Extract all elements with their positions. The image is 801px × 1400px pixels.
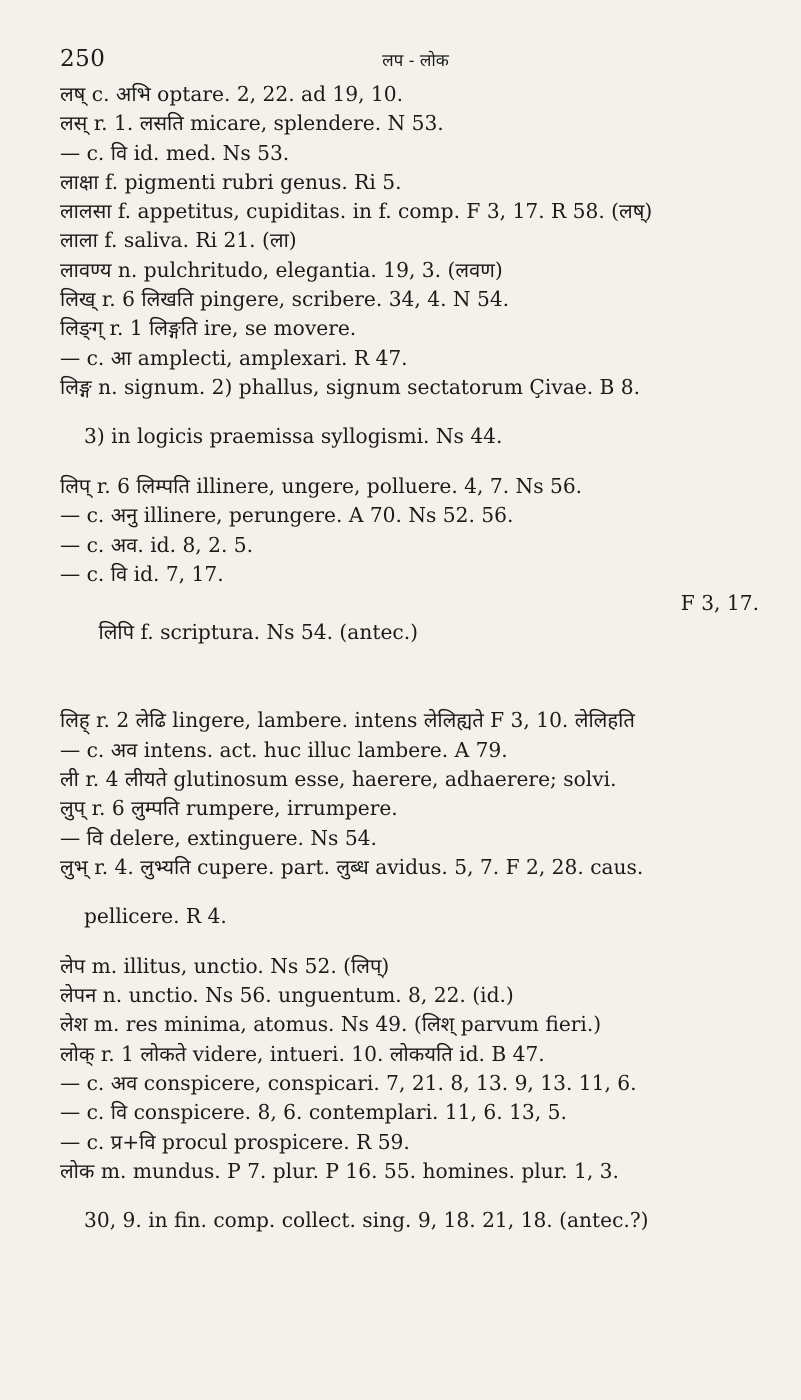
- dictionary-entry: [60, 589, 771, 706]
- dictionary-entry: लोक् r. 1 लोकते videre, intueri. 10. लोकयति id. B 47.: [60, 1041, 545, 1066]
- entry-main-text: लिपि f. scriptura. Ns 54. (antec.): [98, 620, 418, 645]
- page-header: [60, 40, 771, 80]
- dictionary-entry: लुप् r. 6 लुम्पति rumpere, irrumpere.: [60, 796, 398, 821]
- dictionary-entry-line: लिङ्ग n. signum. 2) phallus, signum sectatorum Çivae. B 8.: [60, 374, 641, 399]
- dictionary-entry: ली r. 4 लीयते glutinosum esse, haerere, adhaerere; solvi.: [60, 766, 617, 791]
- dictionary-entry: — c. अनु illinere, perungere. A 70. Ns 52. 56.: [60, 503, 514, 528]
- dictionary-entry: — c. अव intens. act. huc illuc lambere. A 79.: [60, 737, 508, 762]
- dictionary-entry: — c. अव. id. 8, 2. 5.: [60, 532, 254, 557]
- entry-list: [60, 80, 771, 1236]
- dictionary-entry: लिप् r. 6 लिम्पति illinere, ungere, polluere. 4, 7. Ns 56.: [60, 473, 583, 498]
- dictionary-entry: लाला f. saliva. Ri 21. (ला): [60, 228, 297, 253]
- dictionary-entry: लस् r. 1. लसति micare, splendere. N 53.: [60, 111, 444, 136]
- entry-right-reference: F 3, 17.: [680, 591, 759, 616]
- dictionary-entry: लाक्षा f. pigmenti rubri genus. Ri 5.: [60, 169, 402, 194]
- dictionary-entry: — वि delere, extinguere. Ns 54.: [60, 825, 377, 850]
- dictionary-entry-continuation: 3) in logicis praemissa syllogismi. Ns 44.: [84, 424, 503, 449]
- dictionary-entry-line: लोक m. mundus. P 7. plur. P 16. 55. homines. plur. 1, 3.: [60, 1158, 619, 1183]
- page-number: 250: [60, 46, 106, 72]
- dictionary-entry: — c. आ amplecti, amplexari. R 47.: [60, 345, 408, 370]
- dictionary-entry: — c. अव conspicere, conspicari. 7, 21. 8, 13. 9, 13. 11, 6.: [60, 1070, 637, 1095]
- dictionary-entry: लिङ्ग् r. 1 लिङ्गति ire, se movere.: [60, 316, 357, 341]
- dictionary-entry: लालसा f. appetitus, cupiditas. in f. comp. F 3, 17. R 58. (लष्): [60, 199, 653, 224]
- dictionary-entry: लेश m. res minima, atomus. Ns 49. (लिश् parvum fieri.): [60, 1012, 602, 1037]
- dictionary-entry: — c. प्र+वि procul prospicere. R 59.: [60, 1129, 410, 1154]
- dictionary-entry: लिख् r. 6 लिखति pingere, scribere. 34, 4. N 54.: [60, 287, 510, 312]
- running-head: लप - लोक: [382, 51, 449, 71]
- dictionary-entry-continuation: pellicere. R 4.: [84, 904, 227, 929]
- dictionary-entry: लिह् r. 2 लेढि lingere, lambere. intens लेलिह्यते F 3, 10. लेलिहति: [60, 708, 635, 733]
- dictionary-entry: — c. वि conspicere. 8, 6. contemplari. 11, 6. 13, 5.: [60, 1100, 567, 1125]
- dictionary-entry: लष् c. अभि optare. 2, 22. ad 19, 10.: [60, 82, 404, 106]
- dictionary-entry: — c. वि id. med. Ns 53.: [60, 140, 290, 165]
- dictionary-entry-line: लुभ् r. 4. लुभ्यति cupere. part. लुब्ध avidus. 5, 7. F 2, 28. caus.: [60, 854, 644, 879]
- dictionary-entry: लेप m. illitus, unctio. Ns 52. (लिप्): [60, 953, 390, 978]
- dictionary-entry-continuation: 30, 9. in fin. comp. collect. sing. 9, 18. 21, 18. (antec.?): [84, 1208, 649, 1233]
- dictionary-entry: लावण्य n. pulchritudo, elegantia. 19, 3. (लवण): [60, 257, 503, 282]
- dictionary-entry: लेपन n. unctio. Ns 56. unguentum. 8, 22. (id.): [60, 983, 514, 1008]
- dictionary-entry: — c. वि id. 7, 17.: [60, 561, 224, 586]
